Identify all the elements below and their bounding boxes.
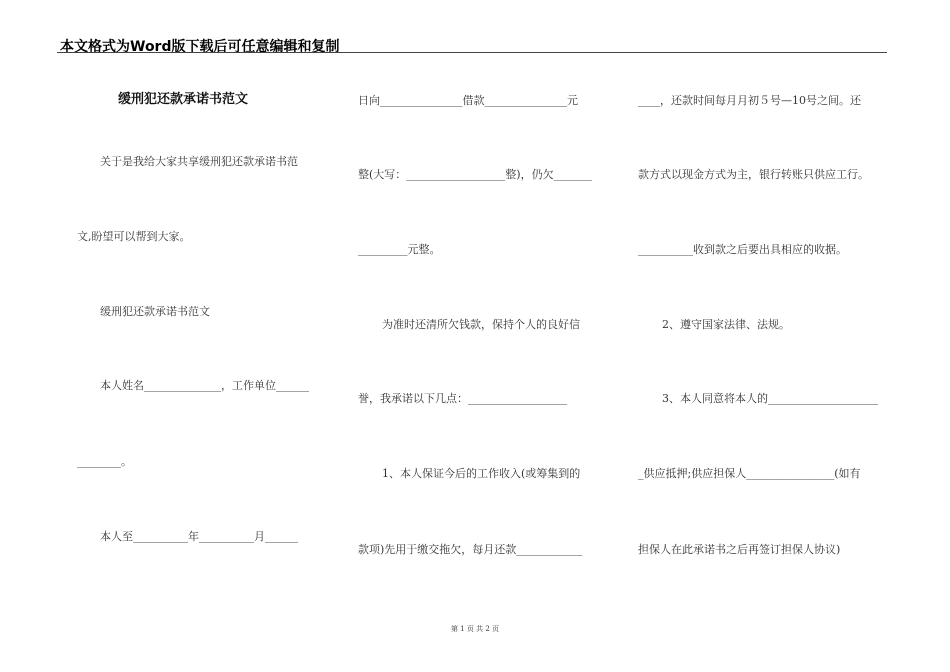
- text-line: 缓刑犯还款承诺书范文: [100, 305, 210, 318]
- text-line: 为准时还清所欠钱款，保持个人的良好信: [382, 318, 580, 331]
- text-line: 日向_______________借款_______________元: [358, 94, 578, 107]
- text-line: _________元整。: [358, 243, 441, 256]
- text-line: 2、遵守国家法律、法规。: [662, 318, 790, 331]
- text-line: 担保人在此承诺书之后再签订担保人协议): [638, 543, 841, 556]
- text-line: 文,盼望可以帮到大家。: [77, 230, 191, 243]
- text-line: 款方式以现金方式为主，银行转账只供应工行。: [638, 168, 869, 181]
- page-number: 第 1 页 共 2 页: [450, 625, 500, 633]
- text-line: 本人至__________年__________月______: [100, 530, 298, 543]
- text-line: 3、本人同意将本人的____________________: [662, 392, 878, 405]
- text-line: 款项)先用于缴交拖欠，每月还款____________: [358, 543, 583, 556]
- text-line: 整(大写：__________________整)，仍欠_______: [358, 168, 593, 181]
- text-line: 1、本人保证今后的工作收入(或筹集到的: [382, 467, 581, 480]
- text-line: 誉，我承诺以下几点：__________________: [358, 392, 567, 405]
- text-line: _供应抵押;供应担保人________________(如有: [638, 467, 861, 480]
- text-line: 关于是我给大家共享缓刑犯还款承诺书范: [100, 155, 298, 168]
- document-banner: 本文格式为Word版下载后可任意编辑和复制: [60, 39, 340, 55]
- text-line: ________。: [77, 455, 132, 468]
- header-divider: [57, 52, 887, 53]
- text-line: ____，还款时间每月月初５号—10号之间。还: [638, 94, 861, 107]
- text-line: 本人姓名______________，工作单位______: [100, 379, 309, 392]
- text-line: __________收到款之后要出具相应的收据。: [638, 243, 847, 256]
- document-title: 缓刑犯还款承诺书范文: [118, 92, 249, 107]
